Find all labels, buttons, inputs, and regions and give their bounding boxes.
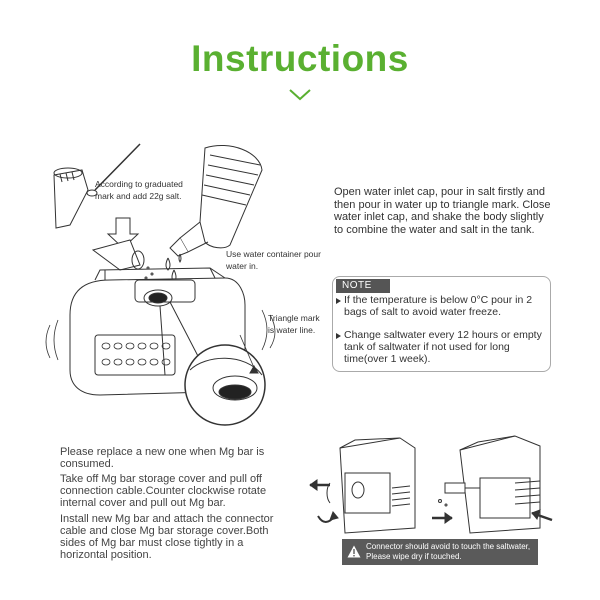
mg-bar-replacement-illustration	[300, 428, 560, 540]
chevron-down-icon	[288, 88, 312, 102]
caption-water: Use water container pour water in.	[226, 249, 321, 271]
note-label: NOTE	[336, 279, 390, 293]
note-item: If the temperature is below 0°C pour in 2 bags of salt to avoid water freeze.	[344, 294, 533, 318]
mg-bar-paragraph: Take off Mg bar storage cover and pull off connection cable.Counter clockwise rotate internal cover and pull out Mg bar.	[60, 473, 267, 509]
warning-text: Connector should avoid to touch the saltwater, Please wipe dry if touched.	[366, 542, 531, 561]
note-item: Change saltwater every 12 hours or empty tank of saltwater if not used for long time(over 1 week).	[344, 329, 542, 365]
caption-triangle: Triangle mark is water line.	[268, 313, 320, 335]
warning-icon	[347, 545, 361, 558]
page-title: Instructions	[191, 38, 409, 79]
mg-bar-paragraph: Install new Mg bar and attach the connector cable and close Mg bar storage cover.Both sides of Mg bar must close tightly in a horizontal position.	[60, 513, 274, 561]
triangle-bullet-icon	[336, 333, 341, 339]
salt-water-filling-illustration	[40, 130, 340, 430]
caption-salt: According to graduated mark and add 22g salt.	[95, 179, 183, 201]
filling-instructions: Open water inlet cap, pour in salt firstly and then pour in water up to triangle mark. Close water inlet cap, and shake the body slightly to combine the water and salt in the tank.	[334, 186, 551, 236]
warning-banner	[342, 539, 538, 565]
mg-bar-paragraph: Please replace a new one when Mg bar is consumed.	[60, 446, 265, 470]
triangle-bullet-icon	[336, 298, 341, 304]
